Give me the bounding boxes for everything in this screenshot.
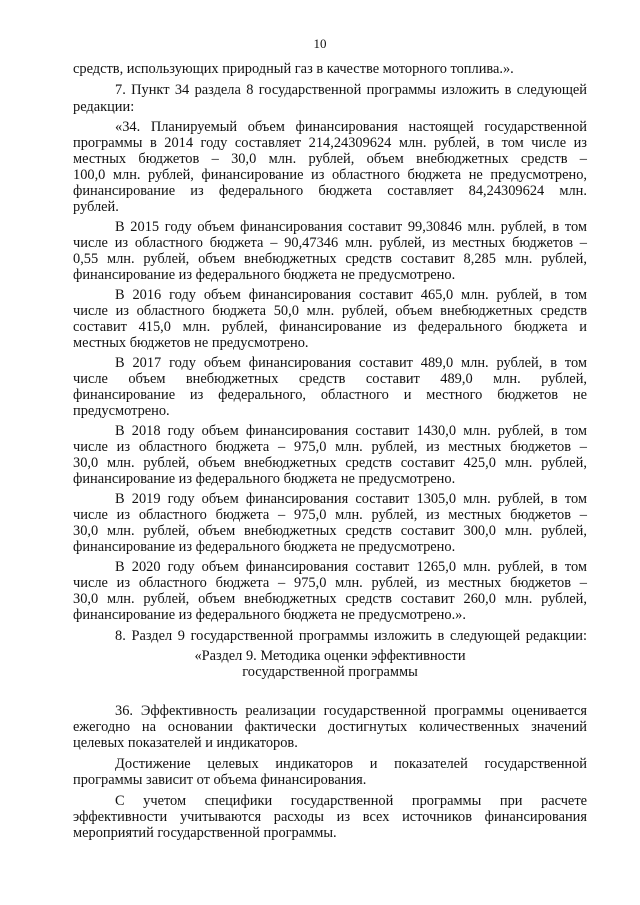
text-line: финансирование из федерального, областного и местного бюджетов не: [73, 387, 587, 403]
text-line: 7. Пункт 34 раздела 8 государственной программы изложить в следующей: [115, 82, 587, 98]
text-line: рублей.: [73, 199, 119, 215]
text-line: редакции:: [73, 99, 135, 115]
text-line: числе из областного бюджета 50,0 млн. рублей, объем внебюджетных средств: [73, 303, 587, 319]
text-line: С учетом специфики государственной программы при расчете: [115, 793, 587, 809]
text-line: мероприятий государственной программы.: [73, 825, 337, 841]
text-line: 30,0 млн. рублей, объем внебюджетных средств составит 425,0 млн. рублей,: [73, 455, 587, 471]
section-heading: государственной программы: [242, 664, 418, 680]
text-line: числе из областного бюджета – 975,0 млн. рублей, из местных бюджетов –: [73, 439, 587, 455]
text-line: эффективности учитываются расходы из всех источников финансирования: [73, 809, 587, 825]
text-line: средств, использующих природный газ в качестве моторного топлива.».: [73, 61, 514, 77]
text-line: 8. Раздел 9 государственной программы изложить в следующей редакции:: [115, 628, 587, 644]
text-line: ежегодно на основании фактически достигнутых количественных значений: [73, 719, 587, 735]
text-line: В 2016 году объем финансирования составит 465,0 млн. рублей, в том: [115, 287, 587, 303]
text-line: Достижение целевых индикаторов и показателей государственной: [115, 756, 587, 772]
text-line: финансирование из федерального бюджета не предусмотрено.: [73, 539, 456, 555]
text-line: числе объем внебюджетных средств составит 489,0 млн. рублей,: [73, 371, 587, 387]
text-line: 30,0 млн. рублей, объем внебюджетных средств составит 260,0 млн. рублей,: [73, 591, 587, 607]
text-line: 100,0 млн. рублей, финансирование из областного бюджета не предусмотрено,: [73, 167, 587, 183]
text-line: программы зависит от объема финансирования.: [73, 772, 367, 788]
text-line: финансирование из федерального бюджета не предусмотрено.: [73, 267, 456, 283]
text-line: местных бюджетов не предусмотрено.: [73, 335, 309, 351]
text-line: 0,55 млн. рублей, объем внебюджетных средств составит 8,285 млн. рублей,: [73, 251, 587, 267]
text-line: В 2020 году объем финансирования составит 1265,0 млн. рублей, в том: [115, 559, 587, 575]
text-line: «34. Планируемый объем финансирования настоящей государственной: [115, 119, 587, 135]
text-line: составит 415,0 млн. рублей, финансирование из федерального бюджета и: [73, 319, 587, 335]
text-line: 36. Эффективность реализации государственной программы оценивается: [115, 703, 587, 719]
text-line: числе из областного бюджета – 90,47346 млн. рублей, из местных бюджетов –: [73, 235, 587, 251]
text-line: программы в 2014 году составляет 214,24309624 млн. рублей, в том числе из: [73, 135, 587, 151]
page-number: 10: [313, 36, 327, 51]
text-line: В 2015 году объем финансирования составит 99,30846 млн. рублей, в том: [115, 219, 587, 235]
text-line: финансирование из федерального бюджета составляет 84,24309624 млн.: [73, 183, 587, 199]
section-heading: «Раздел 9. Методика оценки эффективности: [194, 648, 466, 664]
text-line: В 2018 году объем финансирования составит 1430,0 млн. рублей, в том: [115, 423, 587, 439]
text-line: финансирование из федерального бюджета не предусмотрено.».: [73, 607, 466, 623]
text-line: числе из областного бюджета – 975,0 млн. рублей, из местных бюджетов –: [73, 575, 587, 591]
text-line: В 2017 году объем финансирования составит 489,0 млн. рублей, в том: [115, 355, 587, 371]
text-line: предусмотрено.: [73, 403, 170, 419]
text-line: местных бюджетов – 30,0 млн. рублей, объем внебюджетных средств –: [73, 151, 587, 167]
text-line: В 2019 году объем финансирования составит 1305,0 млн. рублей, в том: [115, 491, 587, 507]
text-line: целевых показателей и индикаторов.: [73, 735, 298, 751]
text-line: числе из областного бюджета – 975,0 млн. рублей, из местных бюджетов –: [73, 507, 587, 523]
text-line: 30,0 млн. рублей, объем внебюджетных средств составит 300,0 млн. рублей,: [73, 523, 587, 539]
text-line: финансирование из федерального бюджета не предусмотрено.: [73, 471, 456, 487]
